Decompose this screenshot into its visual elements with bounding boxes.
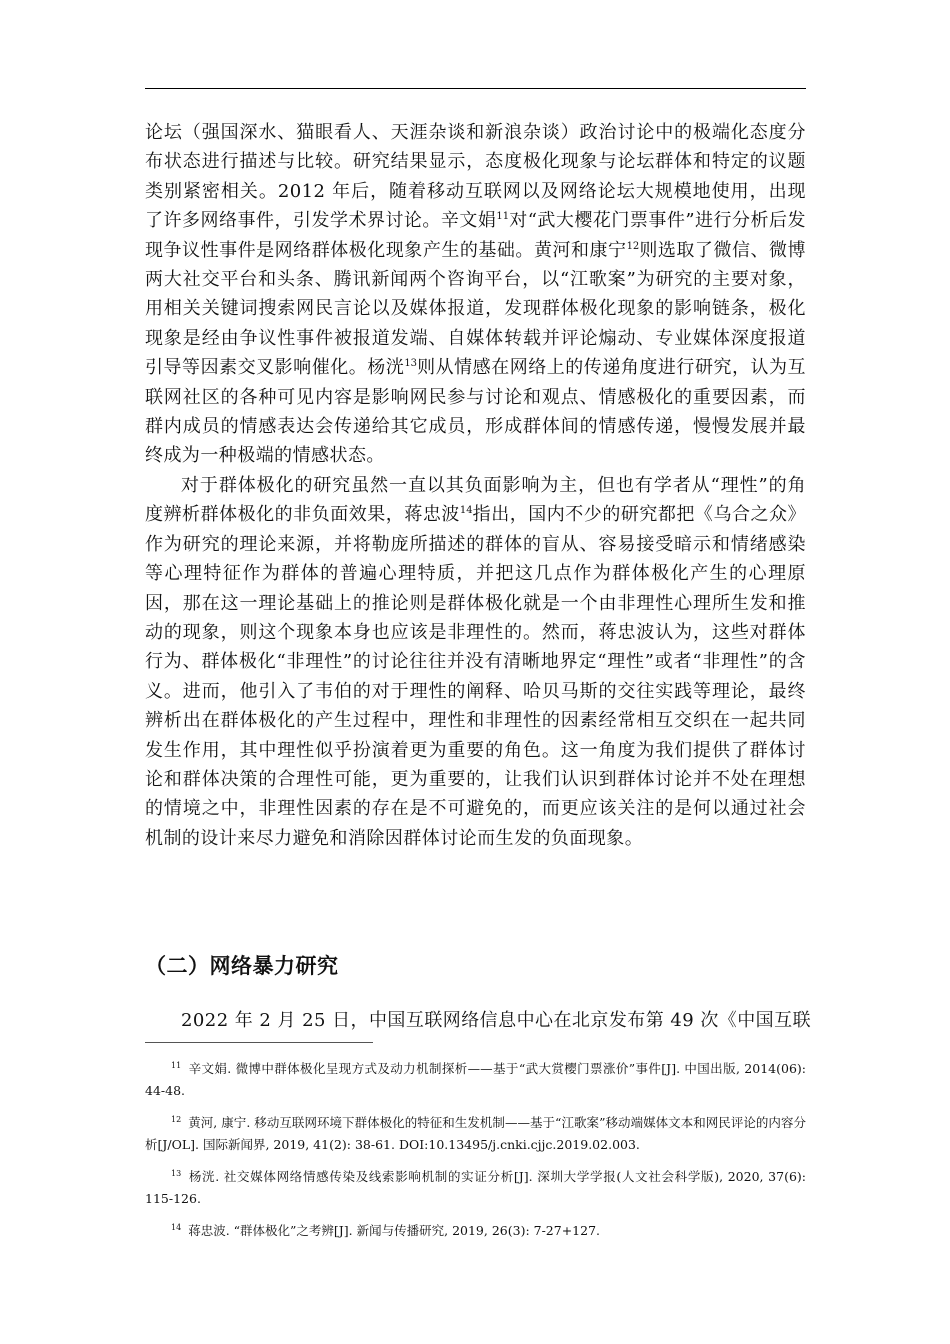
footnote-text: 蒋忠波. “群体极化”之考辨[J]. 新闻与传播研究, 2019, 26(3): 7-27+127. xyxy=(188,1223,601,1238)
body-text xyxy=(145,118,806,853)
footnotes xyxy=(145,1055,806,1249)
footnote-ref-14[interactable]: 14 xyxy=(459,505,473,517)
header-rule xyxy=(145,88,806,89)
footnote-number: 11 xyxy=(171,1061,182,1070)
paragraph-1-text-a: 论坛（强国深水、猫眼看人、天涯杂谈和新浪杂谈）政治讨论中的极端化态度分布状态进行描述与比较。研究结果显示，态度极化现象与论坛群体和特定的议题类别紧密相关。2012 年后，随着移动互联网以及网络论坛大规模地使用，出现了许多网络事件，引发学术界讨论。辛文娟 xyxy=(145,122,806,232)
paragraph-1 xyxy=(145,118,806,471)
footnote-ref-12[interactable]: 12 xyxy=(626,240,640,252)
footnote-14 xyxy=(145,1217,806,1242)
footnote-12 xyxy=(145,1109,806,1156)
paragraph-1-text-d: 则从情感在网络上的传递角度进行研究，认为互联网社区的各种可见内容是影响网民参与讨论和观点、情感极化的重要因素，而群内成员的情感表达会传递给其它成员，形成群体间的情感传递，慢慢发展并最终成为一种极端的情感状态。 xyxy=(145,357,806,467)
footnote-text: 辛文娟. 微博中群体极化呈现方式及动力机制探析——基于“武大赏樱门票涨价”事件[J]. 中国出版, 2014(06): 44-48. xyxy=(145,1061,806,1098)
footnote-text: 黄河, 康宁. 移动互联网环境下群体极化的特征和生发机制——基于“江歌案”移动端媒体文本和网民评论的内容分析[J/OL]. 国际新闻界, 2019, 41(2): 38-61. DOI:10.13495/j.cnki.cjjc.2019.02.003. xyxy=(145,1115,806,1152)
footnote-ref-11[interactable]: 11 xyxy=(496,211,510,223)
footnote-11 xyxy=(145,1055,806,1102)
footnote-separator xyxy=(145,1042,373,1043)
footnote-number: 14 xyxy=(171,1223,182,1232)
paragraph-1-text-c: 则选取了微信、微博两大社交平台和头条、腾讯新闻两个咨询平台，以“江歌案”为研究的主要对象，用相关关键词搜索网民言论以及媒体报道，发现群体极化现象的影响链条，极化现象是经由争议性事件被报道发端、自媒体转载并评论煽动、专业媒体深度报道引导等因素交叉影响催化。杨洸 xyxy=(145,239,806,379)
footnote-ref-13[interactable]: 13 xyxy=(404,358,418,370)
footnote-text: 杨洸. 社交媒体网络情感传染及线索影响机制的实证分析[J]. 深圳大学学报(人文社会科学版), 2020, 37(6): 115-126. xyxy=(145,1169,806,1206)
paragraph-3: 2022 年 2 月 25 日，中国互联网络信息中心在北京发布第 49 次《中国互联 xyxy=(181,1010,812,1031)
paragraph-2 xyxy=(145,471,806,853)
footnote-13 xyxy=(145,1163,806,1210)
paragraph-1-text-b: 对“武大樱花门票事件”进行分析后发现争议性事件是网络群体极化现象产生的基础。黄河和康宁 xyxy=(145,210,806,261)
footnote-number: 12 xyxy=(171,1115,182,1124)
paragraph-2-text-a: 对于群体极化的研究虽然一直以其负面影响为主，但也有学者从“理性”的角度辨析群体极化的非负面效果，蒋忠波 xyxy=(145,474,806,526)
paragraph-2-text-b: 指出，国内不少的研究都把《乌合之众》作为研究的理论来源，并将勒庞所描述的群体的盲从、容易接受暗示和情绪感染等心理特征作为群体的普遍心理特质，并把这几点作为群体极化产生的心理原因，那在这一理论基础上的推论则是群体极化就是一个由非理性心理所生发和推动的现象，则这个现象本身也应该是非理性的。然而，蒋忠波认为，这些对群体行为、群体极化“非理性”的讨论往往并没有清晰地界定“理性”或者“非理性”的含义。进而，他引入了韦伯的对于理性的阐释、哈贝马斯的交往实践等理论，最终辨析出在群体极化的产生过程中，理性和非理性的因素经常相互交织在一起共同发生作用，其中理性似乎扮演着更为重要的角色。这一角度为我们提供了群体讨论和群体决策的合理性可能，更为重要的，让我们认识到群体讨论并不处在理想的情境之中，非理性因素的存在是不可避免的，而更应该关注的是何以通过社会机制的设计来尽力避免和消除因群体讨论而生发的负面现象。 xyxy=(145,504,806,849)
section-heading: （二）网络暴力研究 xyxy=(145,954,339,978)
footnote-number: 13 xyxy=(171,1169,182,1178)
